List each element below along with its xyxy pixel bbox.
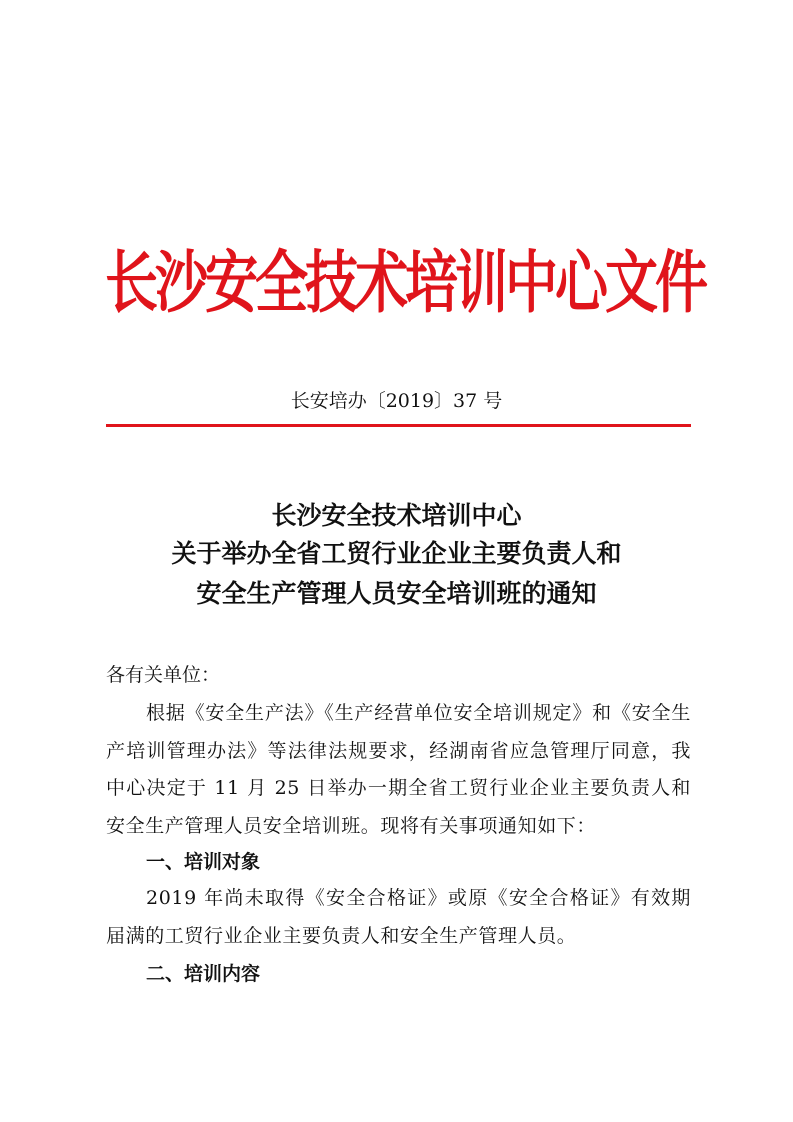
- salutation: 各有关单位：: [106, 664, 221, 686]
- paragraph-training-target: 2019 年尚未取得《安全合格证》或原《安全合格证》有效期届满的工贸行业企业主要负责人和安全生产管理人员。: [106, 887, 691, 947]
- paragraph-basis: 根据《安全生产法》《生产经营单位安全培训规定》和《安全生产培训管理办法》等法律法规要求，经湖南省应急管理厅同意，我中心决定于 11 月 25 日举办一期全省工贸行业企业主要负责人和安全生产管理人员安全培训班。现将有关事项通知如下：: [106, 702, 691, 837]
- section-heading-training-content: 二、培训内容: [146, 963, 261, 985]
- masthead-title: 长沙安全技术培训中心文件: [105, 244, 705, 323]
- red-divider-line: [106, 424, 691, 427]
- document-number: 长安培办〔2019〕37 号: [290, 390, 503, 412]
- notice-title-line-3: 安全生产管理人员安全培训班的通知: [196, 579, 597, 608]
- section-heading-training-target: 一、培训对象: [146, 851, 261, 873]
- notice-title-line-2: 关于举办全省工贸行业企业主要负责人和: [171, 539, 622, 568]
- notice-title-line-1: 长沙安全技术培训中心: [271, 501, 522, 530]
